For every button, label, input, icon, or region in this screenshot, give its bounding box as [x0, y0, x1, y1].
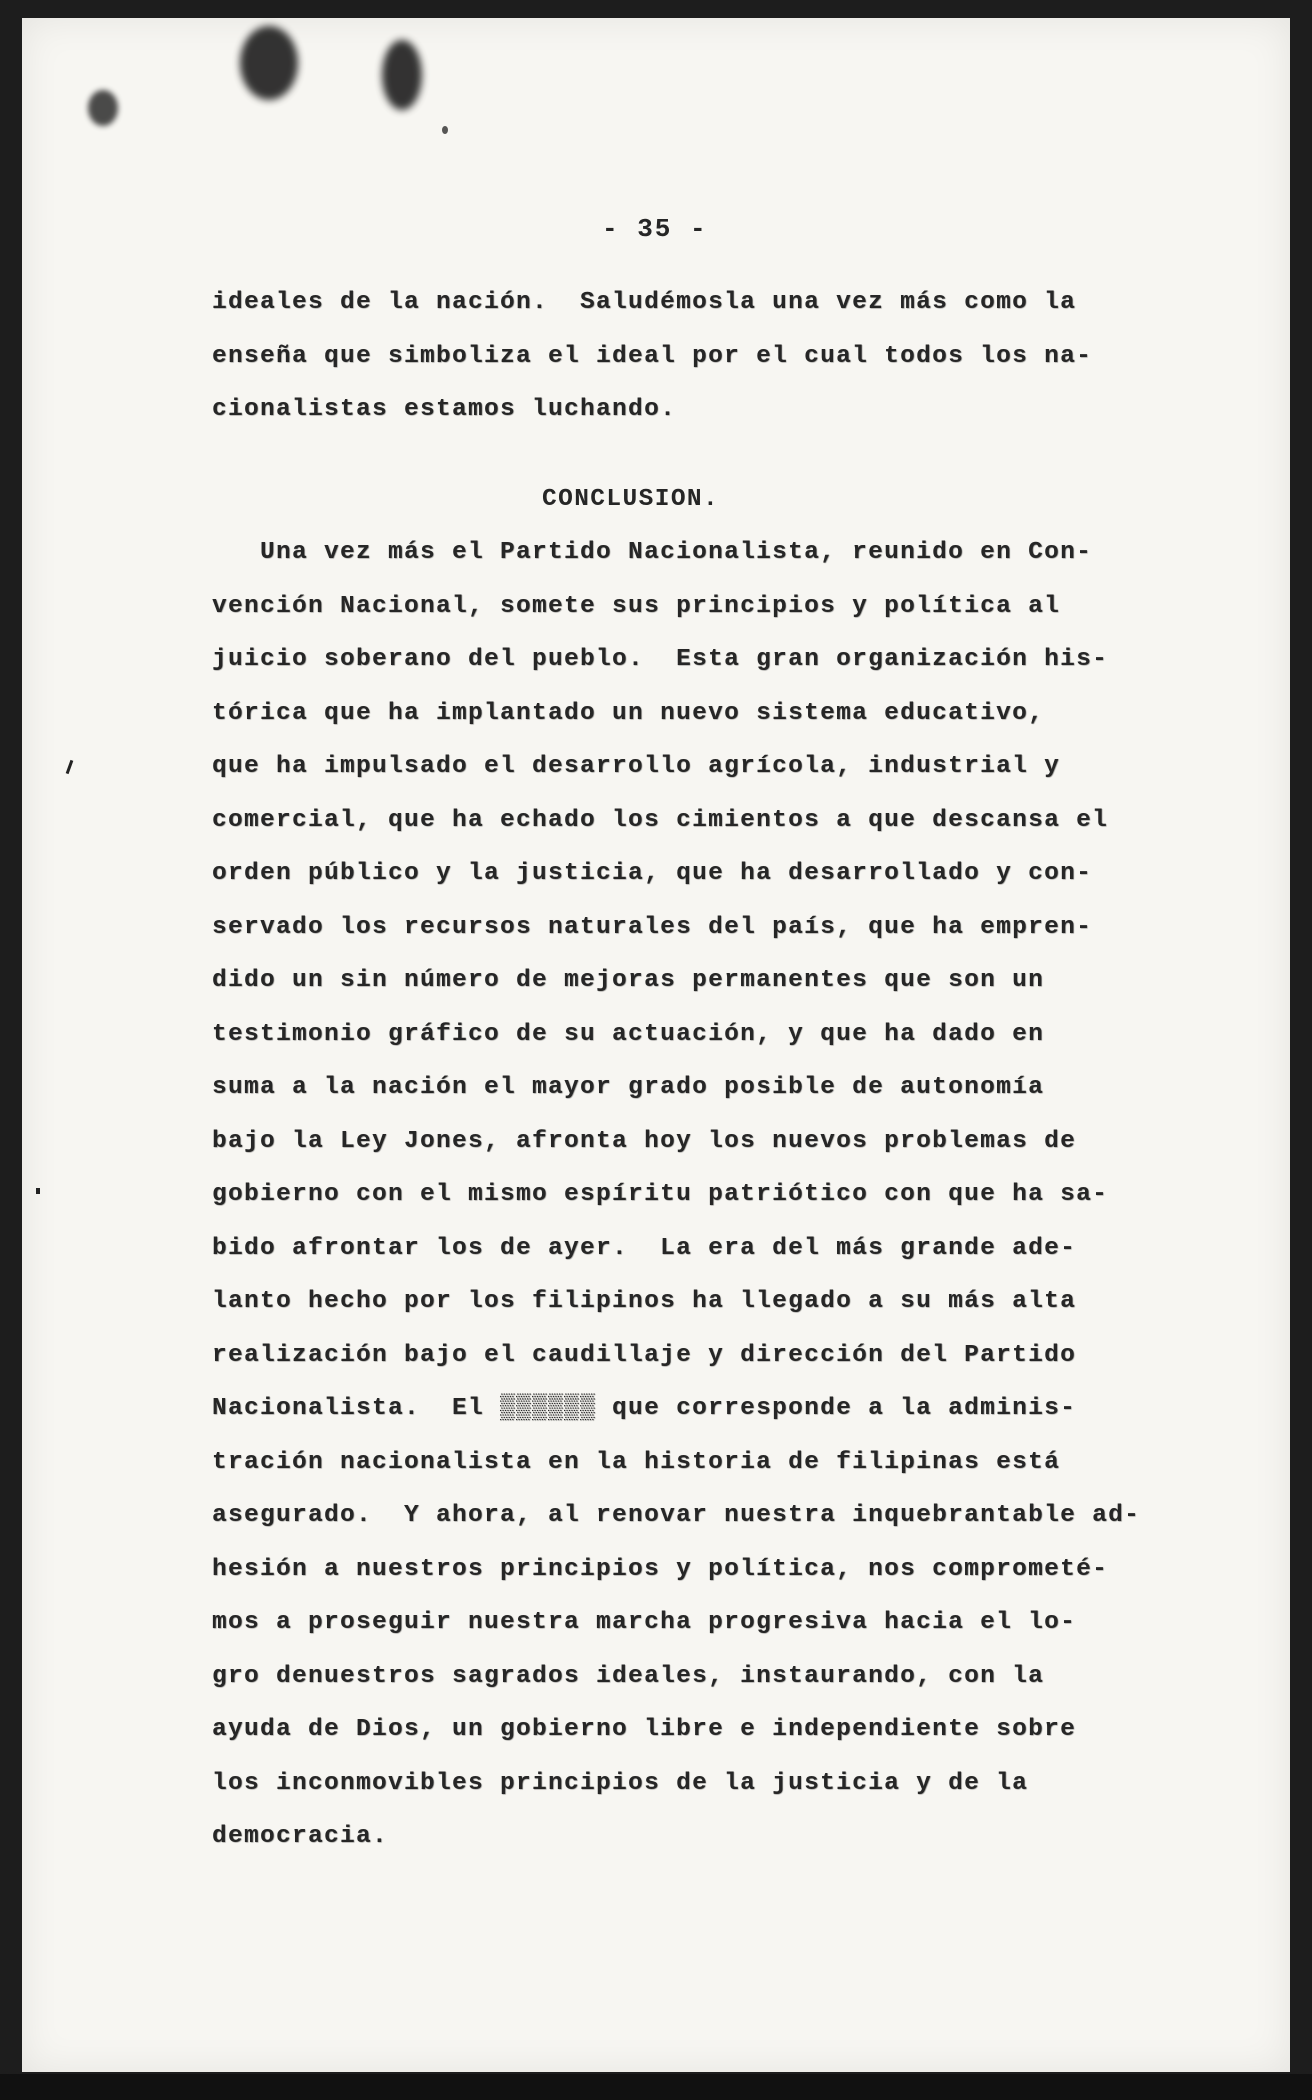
text-line: lanto hecho por los filipinos ha llegado a su más alta — [212, 1288, 1077, 1315]
text-line: gobierno con el mismo espíritu patriótico con que ha sa- — [212, 1181, 1109, 1208]
page-number: - 35 - — [602, 214, 708, 244]
text-line: gro denuestros sagrados ideales, instaurando, con la — [212, 1662, 1045, 1690]
text-line: testimonio gráfico de su actuación, y que ha dado en — [212, 1020, 1045, 1048]
section-heading: CONCLUSION. — [542, 486, 720, 513]
text-line: los inconmovibles principios de la justicia y de la — [212, 1769, 1029, 1797]
text-line: tórica que ha implantado un nuevo sistema educativo, — [212, 699, 1045, 727]
text-line: realización bajo el caudillaje y dirección del Partido — [212, 1341, 1077, 1369]
text-line: cionalistas estamos luchando. — [212, 396, 677, 423]
ink-smudge-left — [88, 90, 118, 126]
text-line: ayuda de Dios, un gobierno libre e independiente sobre — [212, 1716, 1077, 1743]
text-line: suma a la nación el mayor grado posible de autonomía — [212, 1074, 1045, 1101]
scan-border — [0, 2074, 1312, 2100]
text-line: servado los recursos naturales del país, que ha empren- — [212, 913, 1093, 941]
text-line: comercial, que ha echado los cimientos a que descansa el — [212, 806, 1109, 834]
text-line: hesión a nuestros principios y política, nos comprometé- — [212, 1555, 1109, 1583]
margin-tick-2 — [36, 1188, 40, 1194]
text-line: mos a proseguir nuestra marcha progresiva hacia el lo- — [212, 1609, 1077, 1636]
margin-tick-1 — [66, 760, 74, 774]
text-line: democracia. — [212, 1823, 389, 1850]
ink-dot — [442, 126, 448, 134]
paragraph-2 — [212, 526, 1141, 1864]
text-line: bido afrontar los de ayer. La era del más grande ade- — [212, 1234, 1077, 1262]
text-line: tración nacionalista en la historia de filipinas está — [212, 1448, 1061, 1476]
text-line: Nacionalista. El ▒▒▒▒▒▒ que corresponde a la adminis- — [212, 1395, 1077, 1422]
text-line: Una vez más el Partido Nacionalista, reunido en Con- — [212, 539, 1093, 566]
text-line: ideales de la nación. Saludémosla una vez más como la — [212, 289, 1077, 316]
text-line: juicio soberano del pueblo. Esta gran organización his- — [212, 646, 1109, 673]
text-line: vención Nacional, somete sus principios y política al — [212, 592, 1061, 620]
text-line: orden público y la justicia, que ha desarrollado y con- — [212, 860, 1093, 887]
text-line: asegurado. Y ahora, al renovar nuestra inquebrantable ad- — [212, 1502, 1141, 1529]
paragraph-1 — [212, 276, 1112, 437]
text-line: enseña que simboliza el ideal por el cual todos los na- — [212, 342, 1093, 370]
text-line: dido un sin número de mejoras permanentes que son un — [212, 967, 1045, 994]
text-line: que ha impulsado el desarrollo agrícola, industrial y — [212, 753, 1061, 780]
text-line: bajo la Ley Jones, afronta hoy los nuevos problemas de — [212, 1127, 1077, 1155]
ink-smudge-right — [382, 40, 422, 110]
document-page — [22, 18, 1290, 2072]
ink-smudge-center — [240, 26, 298, 100]
